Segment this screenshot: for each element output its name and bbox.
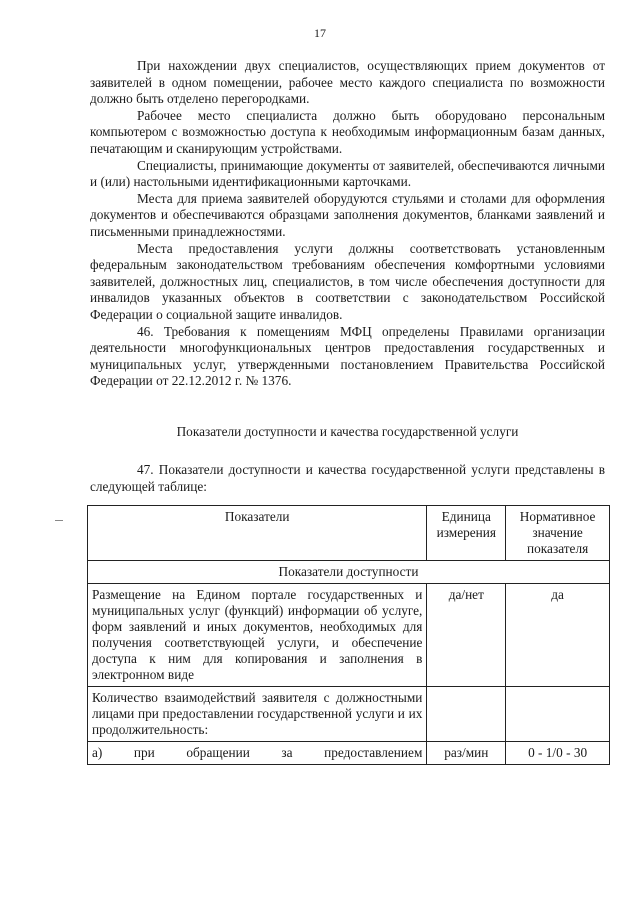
indicators-table — [87, 505, 610, 765]
sub-item-word: при — [133, 745, 155, 760]
paragraph: Рабочее место специалиста должно быть оборудовано персональным компьютером с возможностью доступа к необходимым информационным базам данных, печатающим и сканирующим устройствами. — [90, 107, 605, 156]
header-unit: Единица измерения — [427, 506, 506, 561]
paragraph: При нахождении двух специалистов, осуществляющих прием документов от заявителей в одном помещении, рабочее место каждого специалиста по возможности должно быть отделено перегородками. — [90, 58, 605, 107]
paragraph: Места для приема заявителей оборудуются стульями и столами для оформления документов и обеспечиваются образцами заполнения документов, бланками заявлений и письменными принадлежностями. — [90, 190, 605, 239]
table-intro: 47. Показатели доступности и качества государственной услуги представлены в следующей таблице: — [90, 462, 605, 494]
unit-cell: да/нет — [427, 584, 506, 687]
paragraph: Специалисты, принимающие документы от заявителей, обеспечиваются личными и (или) настольными идентификационными карточками. — [90, 157, 605, 190]
sub-item-word: обращении — [186, 745, 250, 760]
indicator-cell: Количество взаимодействий заявителя с должностными лицами при предоставлении государственной услуги и их продолжительность: — [88, 687, 427, 742]
table-row — [88, 584, 610, 687]
sub-item-marker: а) — [92, 745, 103, 760]
norm-cell: да — [506, 584, 610, 687]
table-row — [88, 687, 610, 742]
header-norm: Нормативное значение показателя — [506, 506, 610, 561]
table-row — [88, 742, 610, 765]
table-header-row — [88, 506, 610, 561]
indicator-cell — [88, 742, 427, 765]
indicator-cell: Размещение на Едином портале государственных и муниципальных услуг (функций) информации об услуге, форм заявлений и иных документов, необходимых для получения соответствующей услуги, и обеспечение доступа к ним для копирования и заполнения в электронном виде — [88, 584, 427, 687]
paragraph: 46. Требования к помещениям МФЦ определены Правилами организации деятельности многофункциональных центров предоставления государственных и муниципальных услуг, утвержденными постановлением Правительства Российской Федерации от 22.12.2012 г. № 1376. — [90, 323, 605, 389]
unit-cell: раз/мин — [427, 742, 506, 765]
body-text — [90, 58, 605, 390]
table-group-row — [88, 561, 610, 584]
norm-cell — [506, 687, 610, 742]
header-indicator: Показатели — [88, 506, 427, 561]
scan-artifact — [55, 520, 63, 521]
sub-item-word: предоставлением — [324, 745, 423, 760]
paragraph: Места предоставления услуги должны соответствовать установленным федеральным законодательством требованиям обеспечения комфортными условиями заявителей, должностных лиц, специалистов, в том числе обеспечения доступности для инвалидов указанных объектов в соответствии с законодательством Российской Федерации о социальной защите инвалидов. — [90, 240, 605, 322]
sub-item-word: за — [281, 745, 293, 760]
norm-cell: 0 - 1/0 - 30 — [506, 742, 610, 765]
section-heading: Показатели доступности и качества государственной услуги — [176, 424, 519, 439]
unit-cell — [427, 687, 506, 742]
group-label: Показатели доступности — [88, 561, 610, 584]
page-number: 17 — [314, 26, 326, 40]
